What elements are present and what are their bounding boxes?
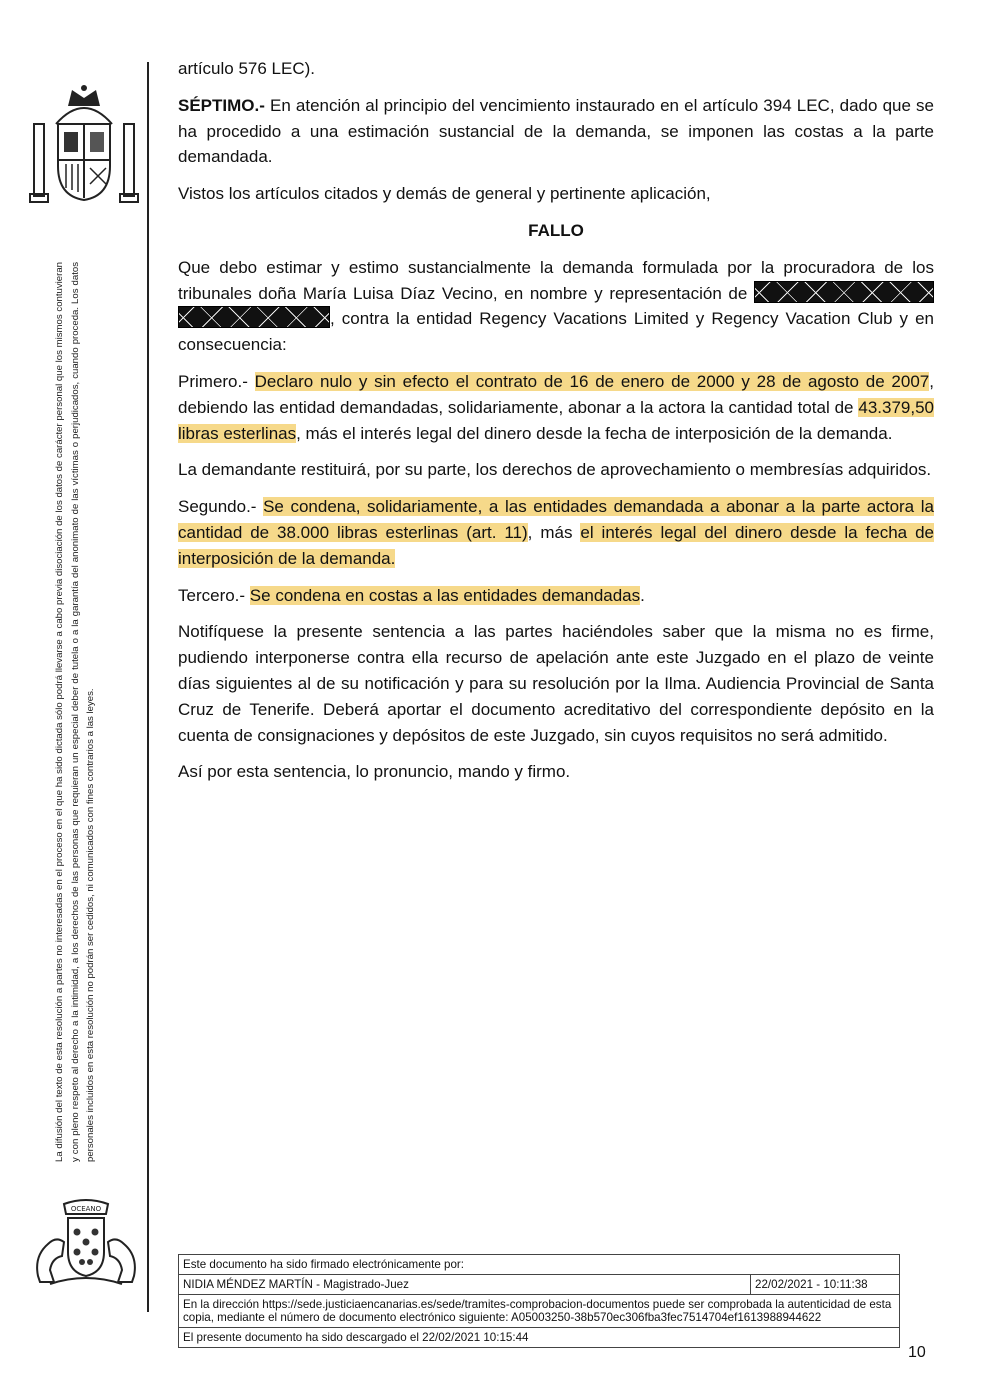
septimo-heading: SÉPTIMO.- [178,95,265,115]
page-number: 10 [908,1344,926,1361]
primero-text-b: , debiendo las entidad demandadas, solidariamente, abonar a la actora la cantidad total de [178,371,934,417]
segundo-highlight-interes: el interés legal del dinero desde la fecha de interposición de la demanda. [178,522,934,568]
primero-highlight-amount: 43.379,50 libras esterlinas [178,397,934,443]
paragraph-closing: Así por esta sentencia, lo pronuncio, mando y firmo. [178,762,571,782]
tercero-label: Tercero.- [178,585,250,605]
fallo-heading: FALLO [528,220,584,240]
primero-highlight-contract: Declaro nulo y sin efecto el contrato de 16 de enero de 2000 y 28 de agosto de 2007 [254,371,930,391]
paragraph-restitucion: La demandante restituirá, por su parte, los derechos de aprovechamiento o membresías adquiridos. [178,460,932,480]
segundo-highlight-condena: Se condena, solidariamente, a las entidades demandada a abonar a la parte actora la cantidad de 38.000 libras esterlinas (art. 11) [178,497,934,542]
spain-coat-of-arms-icon [28,84,140,206]
signature-intro: Este documento ha sido firmado electrónicamente por: [179,1255,899,1275]
septimo-text: En atención al principio del vencimiento instaurado en el artículo 394 LEC, dado que se ha procedido a una estimación sustancial de la demanda, se imponen las costas a la parte demandada. [178,95,934,167]
paragraph-notifiquese: Notifíquese la presente sentencia a las partes haciéndoles saber que la misma no es firme, pudiendo interponerse contra ella recurso de apelación ante este Juzgado en el plazo de veinte días siguientes al de su notificación y para su resolución por la Ilma. Audiencia Provincial de Santa Cruz de Tenerife. Deberá aportar el documento acreditativo del correspondiente depósito en la cuenta de consignaciones y depósitos de este Juzgado, sin cuyos requisitos no será admitido. [178,622,934,745]
tercero-text-b: . [640,585,645,605]
data-protection-notice: La difusión del texto de esta resolución a partes no interesadas en el proceso en el que ha sido dictada sólo podrá llevarse a cabo previa disociación de los datos de carácter personal que los mismos contuvieran y con pleno respeto al derecho a la intimidad, a los derechos de las personas que requieran un especial deber de tutela o a la garantía del anonimato de las víctimas o perjudicados, cuando proceda. Los datos personales incluidos en esta resolución no podrán ser cedidos, ni comunicados con fines contrarios a las leyes. [54,262,96,1162]
margin-rule [147,62,149,1312]
segundo-text-b: , más [527,522,581,542]
redacted-name-2 [178,306,330,328]
paragraph-estimacion [178,255,934,358]
svg-text:OCEANO: OCEANO [70,1205,102,1213]
segundo-label: Segundo.- [178,497,264,517]
estimacion-text-b: , contra la entidad Regency Vacations Limited y Regency Vacation Club y en consecuencia: [178,309,934,355]
paragraph-tercero [178,583,934,609]
document-body [178,56,934,796]
paragraph-vistos: Vistos los artículos citados y demás de general y pertinente aplicación, [178,184,711,204]
signer-name: NIDIA MÉNDEZ MARTÍN - Magistrado-Juez [179,1275,751,1294]
estimacion-text-a: Que debo estimar y estimo sustancialmente la demanda formulada por la procuradora de los tribunales doña María Luisa Díaz Vecino, en nombre y representación de [178,257,934,303]
paragraph-primero [178,369,934,446]
signature-signer-row [179,1275,899,1295]
paragraph-article-576: artículo 576 LEC). [178,59,316,78]
verification-url-text: En la dirección https://sede.justiciaencanarias.es/sede/tramites-comprobacion-documentos puede ser comprobada la autenticidad de esta copia, mediante el número de documento electrónico siguiente: A05003250-38b570ec306fba3fec7514704ef1613988944622 [179,1295,899,1328]
tercero-highlight: Se condena en costas a las entidades demandadas [249,585,641,605]
electronic-signature-box [178,1254,900,1348]
download-timestamp: El presente documento ha sido descargado el 22/02/2021 10:15:44 [183,1331,529,1344]
paragraph-segundo [178,494,934,571]
primero-text-c: , más el interés legal del dinero desde la fecha de interposición de la demanda. [296,423,893,443]
primero-label: Primero.- [178,371,255,391]
paragraph-septimo [178,93,934,170]
canarias-coat-of-arms-icon [30,1196,142,1288]
redacted-name-1 [754,281,934,303]
signature-date: 22/02/2021 - 10:11:38 [755,1278,868,1291]
